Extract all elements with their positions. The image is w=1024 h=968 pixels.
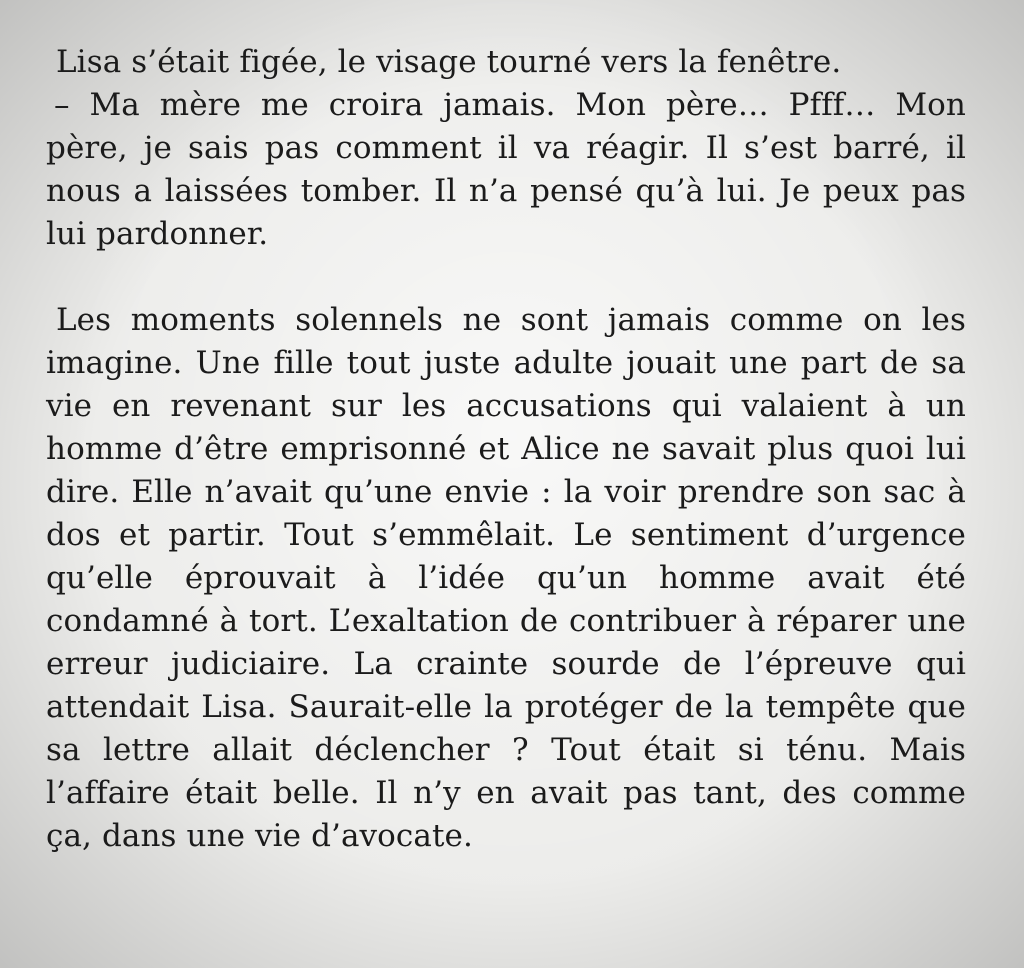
paragraph-narration: Lisa s’était figée, le visage tourné vers la fenêtre. xyxy=(56,44,842,80)
paragraph-main: Les moments solennels ne sont jamais comme on les imagine. Une fille tout juste adulte jouait une part de sa vie en revenant sur les accusations qui valaient à un homme d’être emprisonné et Alice ne savait plus quoi lui dire. Elle n’avait qu’une envie : la voir prendre son sac à dos et partir. Tout s’emmêlait. Le sentiment d’urgence qu’elle éprouvait à l’idée qu’un homme avait été condamné à tort. L’exaltation de contribuer à réparer une erreur judiciaire. La crainte sourde de l’épreuve qui attendait Lisa. Saurait-elle la protéger de la tempête que sa lettre allait déclencher ? Tout était si ténu. Mais l’affaire était belle. Il n’y en avait pas tant, des comme ça, dans une vie d’avocate. xyxy=(46,302,966,854)
page-text xyxy=(46,41,966,858)
paragraph-dialogue: – Ma mère me croira jamais. Mon père… Pfff… Mon père, je sais pas comment il va réagir. Il s’est barré, il nous a laissées tomber. Il n’a pensé qu’à lui. Je peux pas lui pardonner. xyxy=(46,87,966,252)
paragraph-spacer xyxy=(46,256,966,299)
